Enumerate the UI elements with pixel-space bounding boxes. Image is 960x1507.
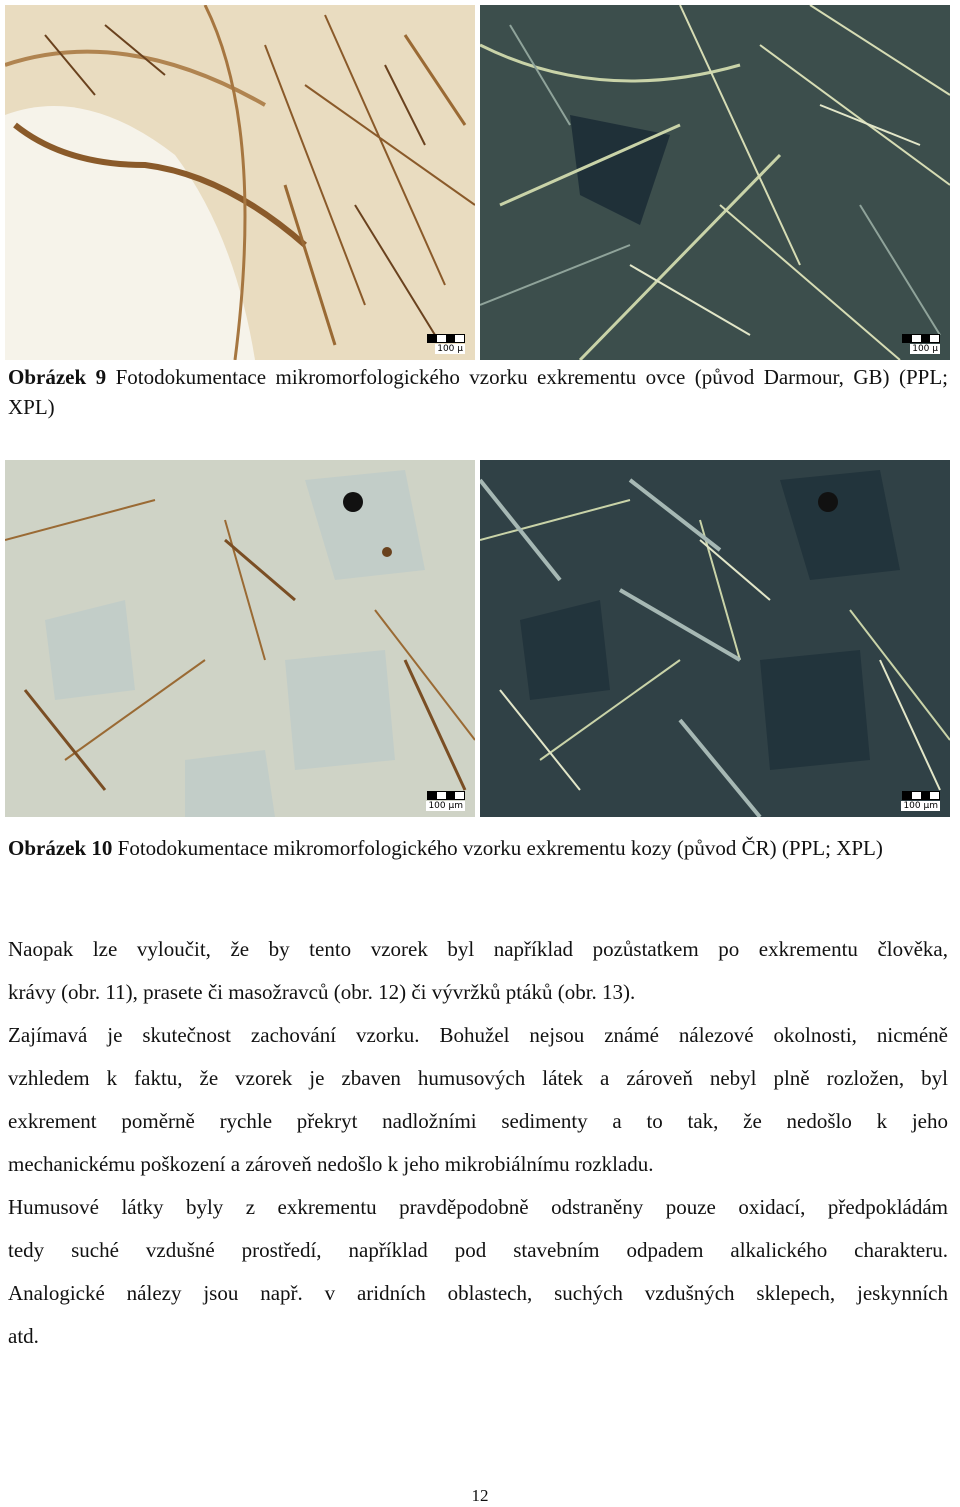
text-line: vzhledem k faktu, že vzorek je zbaven humusových látek a zároveň nebyl plně rozložen, byl [8, 1066, 948, 1090]
text-line: atd. [8, 1324, 39, 1348]
scale-bar [901, 791, 940, 811]
figure-9-caption [8, 362, 948, 422]
figure-9-caption-text: Fotodokumentace mikromorfologického vzorku exkrementu ovce (původ Darmour, GB) (PPL; XPL) [8, 365, 949, 419]
text-line: krávy (obr. 11), prasete či masožravců (obr. 12) či vývržků ptáků (obr. 13). [8, 980, 636, 1004]
xpl-micrograph [480, 460, 950, 817]
scale-label: 100 µ [912, 344, 938, 354]
page-number: 12 [471, 1486, 489, 1505]
ppl-micrograph [5, 460, 475, 817]
scale-bar [427, 334, 465, 354]
figure-9-xpl-photo [480, 5, 950, 360]
paragraph-3 [8, 1186, 948, 1358]
scale-bar [426, 791, 465, 811]
figure-10-xpl-photo [480, 460, 950, 817]
figure-10-caption [8, 833, 948, 863]
scale-label: 100 µm [428, 801, 463, 811]
ppl-micrograph [5, 5, 475, 360]
xpl-micrograph [480, 5, 950, 360]
text-line: Zajímavá je skutečnost zachování vzorku. Bohužel nejsou známé nálezové okolnosti, nicméně [8, 1023, 948, 1047]
scale-bar [902, 334, 940, 354]
figure-10-ppl-photo [5, 460, 475, 817]
scale-label: 100 µ [437, 344, 463, 354]
scale-label: 100 µm [903, 801, 938, 811]
figure-10-label: Obrázek 10 [8, 836, 113, 860]
paragraph-2 [8, 1014, 948, 1186]
text-line: mechanickému poškození a zároveň nedošlo k jeho mikrobiálnímu rozkladu. [8, 1152, 654, 1176]
text-line: tedy suché vzdušné prostředí, například pod stavebním odpadem alkalického charakteru. [8, 1238, 948, 1262]
text-line: Naopak lze vyloučit, že by tento vzorek byl například pozůstatkem po exkrementu člověka, [8, 937, 948, 961]
figure-9-label: Obrázek 9 [8, 365, 107, 389]
figure-9-ppl-photo [5, 5, 475, 360]
text-line: exkrement poměrně rychle překryt nadložními sedimenty a to tak, že nedošlo k jeho [8, 1109, 948, 1133]
figure-10-caption-text: Fotodokumentace mikromorfologického vzorku exkrementu kozy (původ ČR) (PPL; XPL) [117, 836, 883, 860]
paragraph-1 [8, 928, 948, 1014]
text-line: Humusové látky byly z exkrementu pravděpodobně odstraněny pouze oxidací, předpokládám [8, 1195, 948, 1219]
text-line: Analogické nálezy jsou např. v aridních oblastech, suchých vzdušných sklepech, jeskynních [8, 1281, 948, 1305]
